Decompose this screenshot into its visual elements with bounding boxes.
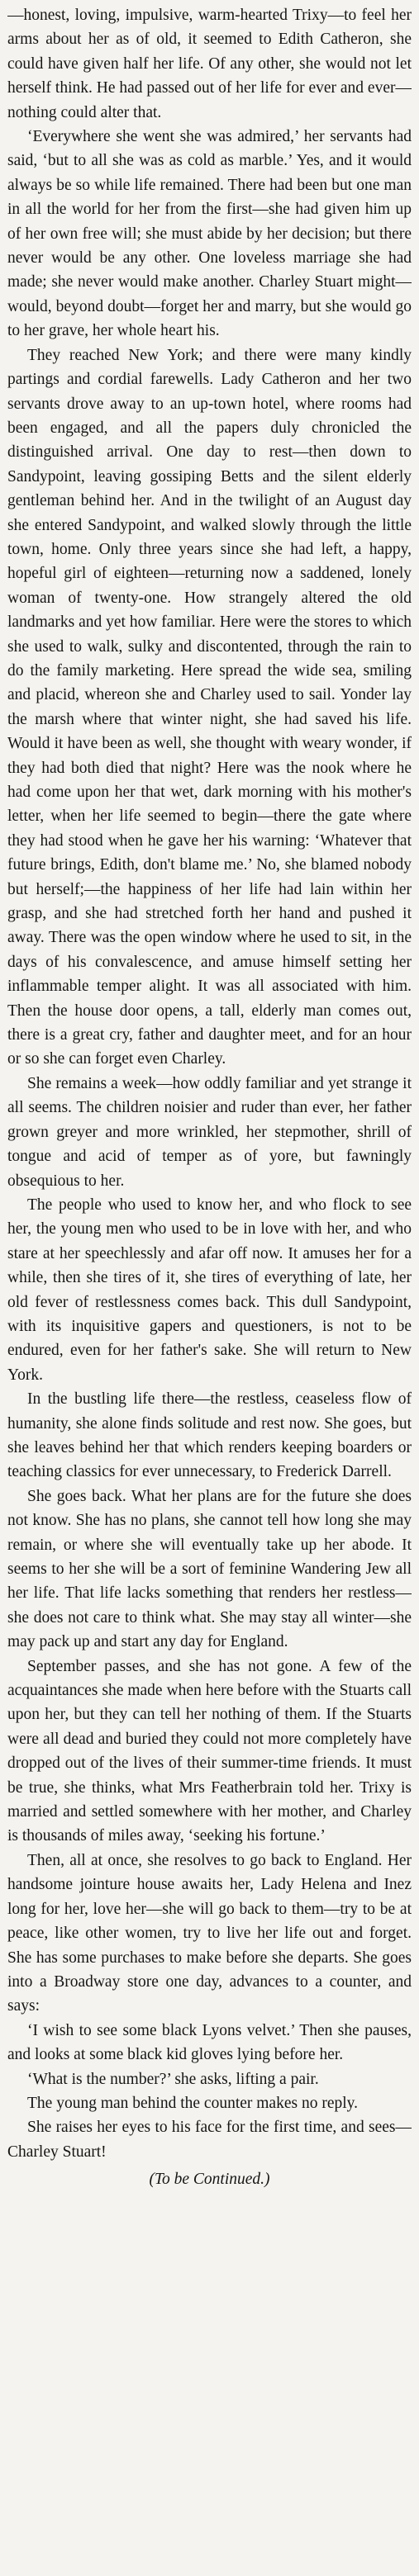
paragraph-7: She goes back. What her plans are for the future she does not know. She has no plans, she cannot tell how long she may remain, or where she will eventually take up her abode. It seems to her she will be a sort of feminine Wandering Jew all her life. That life lacks something that renders her restless—she does not care to think what. She may stay all winter—she may pack up and start any day for England. xyxy=(7,1487,412,1651)
paragraph-2: ‘Everywhere she went she was admired,’ her servants had said, ‘but to all she was as cold as marble.’ Yes, and it would always be so while life remained. There had been but one man in all the world for her from the first—she had given him up of her own free will; she must abide by her decision; but there never would be any other. One loveless marriage she had made; she never would make another. Charley Stuart might—would, beyond doubt—forget her and marry, but she would go to her grave, her whole heart his. xyxy=(7,128,412,340)
paragraph-8: September passes, and she has not gone. A few of the acquaintances she made when here before with the Stuarts call upon her, but they can tell her nothing of them. If the Stuarts were all dead and buried they could not more completely have dropped out of the lives of their summer-time friends. It must be true, she thinks, what Mrs Featherbrain told her. Trixy is married and settled somewhere with her mother, and Charley is thousands of miles away, ‘seeking his fortune.’ xyxy=(7,1657,412,1845)
paragraph-9: Then, all at once, she resolves to go back to England. Her handsome jointure house awaits her, Lady Helena and Inez long for her, love her—she will go back to them—try to be at peace, like other women, try to live her life out and forget. She has some purchases to make before she departs. She goes into a Broadway store one day, advances to a counter, and says: xyxy=(7,1851,412,2015)
paragraph-10: ‘I wish to see some black Lyons velvet.’ Then she pauses, and looks at some black kid gloves lying before her. xyxy=(7,2021,412,2064)
paragraph-13: She raises her eyes to his face for the first time, and sees—Charley Stuart! xyxy=(7,2119,412,2161)
paragraph-1: —honest, loving, impulsive, warm-hearted Trixy—to feel her arms about her as of old, it seemed to Edith Catheron, she could have given half her life. Of any other, she would not let herself think. He had passed out of her life for ever and ever—nothing could alter that. xyxy=(7,7,412,121)
paragraph-4: She remains a week—how oddly familiar and yet strange it all seems. The children noisier and ruder than ever, her father grown greyer and more wrinkled, her stepmother, shrill of tongue and acid of temper as of yore, but fawningly obsequious to her. xyxy=(7,1074,412,1190)
paragraph-12: The young man behind the counter makes no reply. xyxy=(27,2094,358,2112)
paragraph-11: ‘What is the number?’ she asks, lifting a pair. xyxy=(27,2070,319,2088)
paragraph-6: In the bustling life there—the restless, ceaseless flow of humanity, she alone finds solitude and rest now. She goes, but she leaves behind her that which renders keeping boarders or teaching classics for ever unnecessary, to Frederick Darrell. xyxy=(7,1390,412,1481)
to-be-continued-note: (To be Continued.) xyxy=(149,2171,270,2189)
article-column xyxy=(7,3,412,2569)
paragraph-3: They reached New York; and there were many kindly partings and cordial farewells. Lady Catheron and her two servants drove away to an up-town hotel, where rooms had been engaged, and all the papers duly chronicled the distinguished arrival. One day to rest—then down to Sandypoint, leaving gossiping Betts and the silent elderly gentleman behind her. And in the twilight of an August day she entered Sandypoint, and walked slowly through the little town, home. Only three years since she had left, a happy, hopeful girl of eighteen—returning now a saddened, lonely woman of twenty-one. How strangely altered the old landmarks and yet how familiar. Here were the stores to which she used to walk, sulky and discontented, through the rain to do the family marketing. Here spread the wide sea, smiling and placid, whereon she and Charley used to sail. Yonder lay the marsh where that winter night, she had saved his life. Would it have been as well, she thought with weary wonder, if they had both died that night? Here was the nook where he had come upon her that wet, dark morning with his mother's letter, when her life seemed to begin—there the gate where they had stood when he gave her his warning: ‘Whatever that future brings, Edith, don't blame me.’ No, she blamed nobody but herself;—the happiness of her life had lain within her grasp, and she had stretched forth her hand and pushed it away. There was the open window where he used to sit, in the days of his convalescence, and amuse himself setting her inflammable temper alight. It was all associated with him. Then the house door opens, a tall, elderly man comes out, there is a great cry, father and daughter meet, and for an hour or so she can forget even Charley. xyxy=(7,346,412,1068)
paragraph-5: The people who used to know her, and who flock to see her, the young men who used to be in love with her, and who stare at her speechlessly and afar off now. It amuses her for a while, then she tires of it, she tires of everything of late, her old fever of restlessness comes back. This dull Sandypoint, with its inquisitive gapers and questioners, is not to be endured, even for her father's sake. She will return to New York. xyxy=(7,1196,412,1384)
